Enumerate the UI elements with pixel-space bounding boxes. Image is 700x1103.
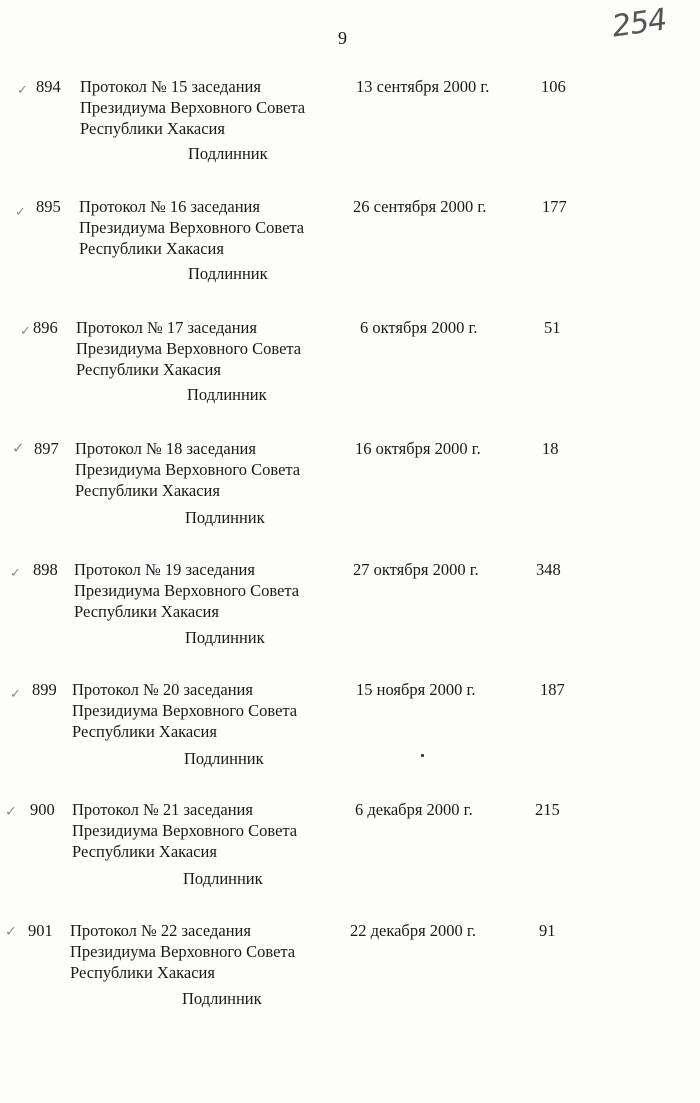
entry-title xyxy=(72,799,342,862)
entry-sheet-count: 187 xyxy=(540,680,565,699)
entry-title xyxy=(80,76,350,139)
title-line: Протокол № 22 заседания xyxy=(70,921,251,940)
entry-sheet-count: 51 xyxy=(544,318,561,337)
entry-title xyxy=(75,438,345,501)
entry-sheet-count: 215 xyxy=(535,800,560,819)
inventory-entry xyxy=(0,679,700,779)
check-mark-icon: ✓ xyxy=(12,439,25,457)
check-mark-icon: ✓ xyxy=(5,804,17,820)
title-line: Протокол № 18 заседания xyxy=(75,439,256,458)
title-line: Республики Хакасия xyxy=(72,842,217,861)
title-line: Президиума Верховного Совета xyxy=(72,701,298,720)
entry-document-kind: Подлинник xyxy=(188,264,268,283)
entry-date: 27 октября 2000 г. xyxy=(353,560,479,579)
entry-document-kind: Подлинник xyxy=(183,869,263,888)
handwritten-sheet-number: 254 xyxy=(609,2,669,45)
title-line: Республики Хакасия xyxy=(70,963,215,982)
entry-sheet-count: 106 xyxy=(541,77,566,96)
entry-sheet-count: 91 xyxy=(539,921,556,940)
entry-title xyxy=(79,196,349,259)
title-line: Республики Хакасия xyxy=(79,239,224,258)
inventory-entry xyxy=(0,317,700,417)
entry-document-kind: Подлинник xyxy=(188,144,268,163)
entry-title xyxy=(76,317,346,380)
entry-document-kind: Подлинник xyxy=(185,628,265,647)
title-line: Президиума Верховного Совета xyxy=(75,460,301,479)
entry-document-kind: Подлинник xyxy=(184,749,264,768)
entry-number: 901 xyxy=(28,921,53,940)
entry-title xyxy=(74,559,344,622)
entry-sheet-count: 177 xyxy=(542,197,567,216)
title-line: Республики Хакасия xyxy=(76,360,221,379)
check-mark-icon: ✓ xyxy=(20,324,31,339)
entry-date: 13 сентября 2000 г. xyxy=(356,77,490,96)
page-number: 9 xyxy=(338,28,347,48)
title-line: Протокол № 19 заседания xyxy=(74,560,255,579)
title-line: Протокол № 17 заседания xyxy=(76,318,257,337)
inventory-entry xyxy=(0,559,700,659)
entry-sheet-count: 348 xyxy=(536,560,561,579)
entry-document-kind: Подлинник xyxy=(187,385,267,404)
entry-number: 897 xyxy=(34,439,59,458)
title-line: Президиума Верховного Совета xyxy=(74,581,300,600)
check-mark-icon: ✓ xyxy=(10,566,21,581)
title-line: Президиума Верховного Совета xyxy=(72,821,298,840)
title-line: Протокол № 20 заседания xyxy=(72,680,253,699)
inventory-entry xyxy=(0,196,700,296)
entry-number: 898 xyxy=(33,560,58,579)
inventory-entry xyxy=(0,76,700,176)
title-line: Республики Хакасия xyxy=(72,722,217,741)
entry-date: 15 ноября 2000 г. xyxy=(356,680,476,699)
entry-number: 899 xyxy=(32,680,57,699)
inventory-entry xyxy=(0,920,700,1020)
check-mark-icon: ✓ xyxy=(10,687,21,702)
check-mark-icon: ✓ xyxy=(15,205,26,220)
entry-date: 26 сентября 2000 г. xyxy=(353,197,487,216)
title-line: Президиума Верховного Совета xyxy=(80,98,306,117)
entry-document-kind: Подлинник xyxy=(182,989,262,1008)
title-line: Президиума Верховного Совета xyxy=(70,942,296,961)
entry-date: 16 октября 2000 г. xyxy=(355,439,481,458)
title-line: Республики Хакасия xyxy=(74,602,219,621)
entry-date: 6 декабря 2000 г. xyxy=(355,800,473,819)
title-line: Президиума Верховного Совета xyxy=(79,218,305,237)
entry-number: 896 xyxy=(33,318,58,337)
entry-sheet-count: 18 xyxy=(542,439,559,458)
scan-speck xyxy=(421,754,424,757)
entry-date: 22 декабря 2000 г. xyxy=(350,921,476,940)
title-line: Президиума Верховного Совета xyxy=(76,339,302,358)
entry-number: 894 xyxy=(36,77,61,96)
title-line: Республики Хакасия xyxy=(80,119,225,138)
title-line: Протокол № 15 заседания xyxy=(80,77,261,96)
inventory-entry xyxy=(0,799,700,899)
entry-date: 6 октября 2000 г. xyxy=(360,318,478,337)
title-line: Республики Хакасия xyxy=(75,481,220,500)
title-line: Протокол № 16 заседания xyxy=(79,197,260,216)
entry-document-kind: Подлинник xyxy=(185,508,265,527)
entry-title xyxy=(70,920,340,983)
entry-number: 900 xyxy=(30,800,55,819)
check-mark-icon: ✓ xyxy=(17,83,28,98)
check-mark-icon: ✓ xyxy=(5,924,17,940)
inventory-entry xyxy=(0,438,700,538)
title-line: Протокол № 21 заседания xyxy=(72,800,253,819)
entry-number: 895 xyxy=(36,197,61,216)
entry-title xyxy=(72,679,342,742)
